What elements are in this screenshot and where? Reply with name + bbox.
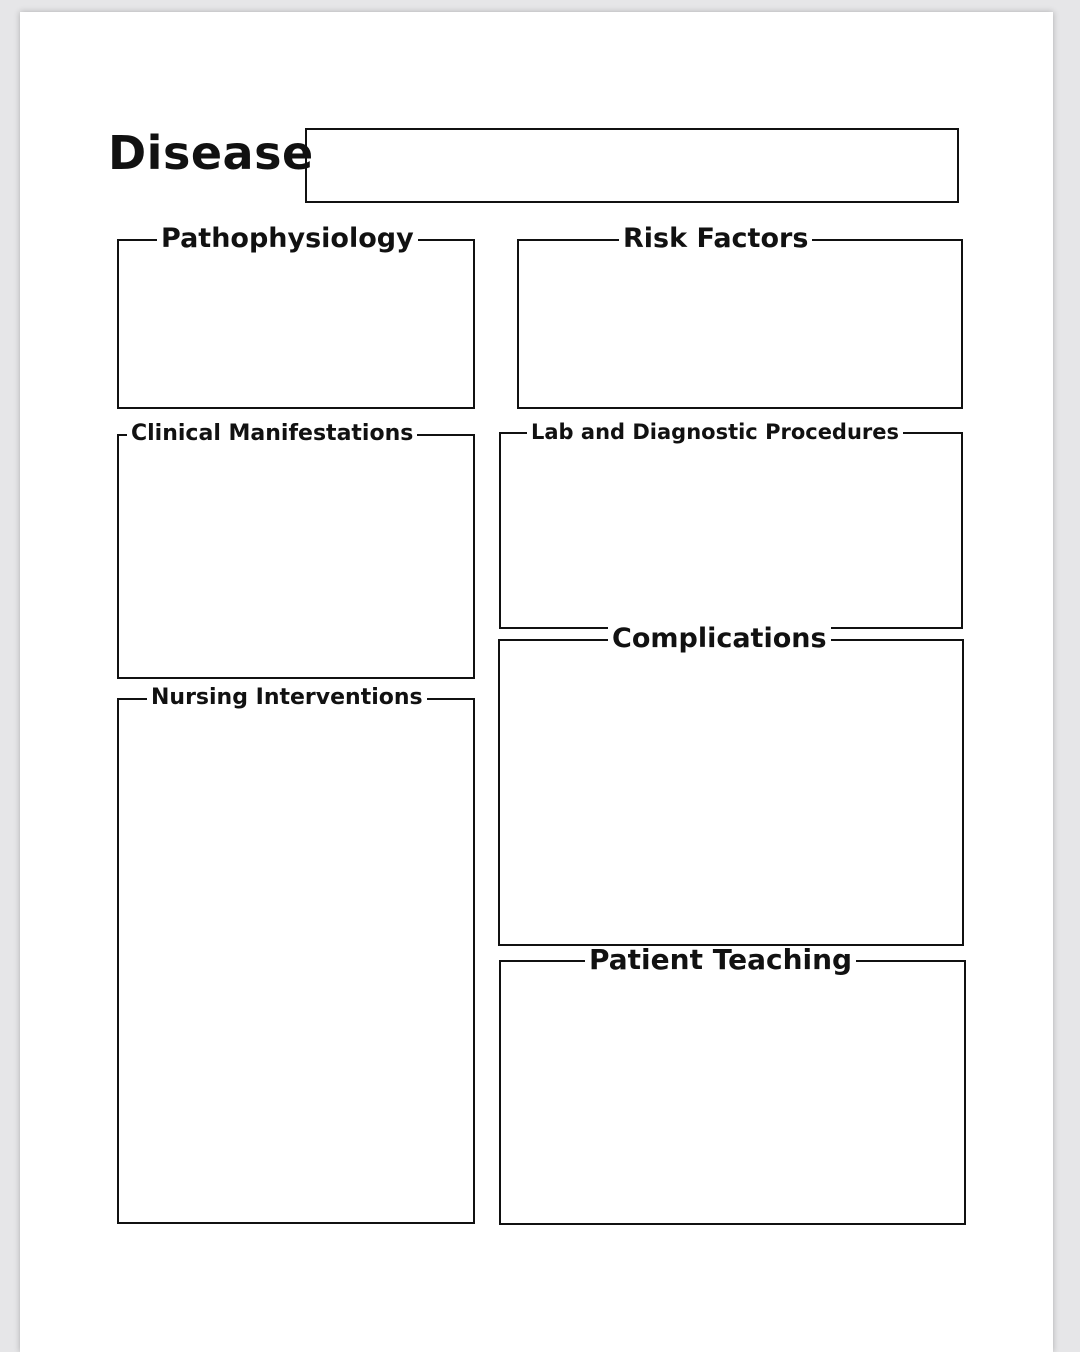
worksheet-page — [20, 12, 1053, 1352]
lab-diagnostic-heading: Lab and Diagnostic Procedures — [527, 418, 903, 446]
pathophysiology-box[interactable] — [117, 223, 475, 409]
disease-input-field[interactable] — [305, 128, 959, 203]
patient-teaching-box[interactable] — [499, 943, 966, 1225]
clinical-manifestations-box[interactable] — [117, 421, 475, 679]
complications-heading: Complications — [608, 625, 831, 653]
nursing-interventions-heading: Nursing Interventions — [147, 684, 427, 712]
disease-label: Disease — [108, 126, 314, 180]
risk-factors-box[interactable] — [517, 223, 963, 409]
lab-diagnostic-box[interactable] — [499, 420, 963, 629]
risk-factors-heading: Risk Factors — [619, 225, 812, 253]
nursing-interventions-box[interactable] — [117, 685, 475, 1224]
complications-box[interactable] — [498, 623, 964, 946]
clinical-manifestations-heading: Clinical Manifestations — [127, 420, 417, 448]
pathophysiology-heading: Pathophysiology — [157, 225, 418, 253]
patient-teaching-heading: Patient Teaching — [585, 946, 856, 974]
